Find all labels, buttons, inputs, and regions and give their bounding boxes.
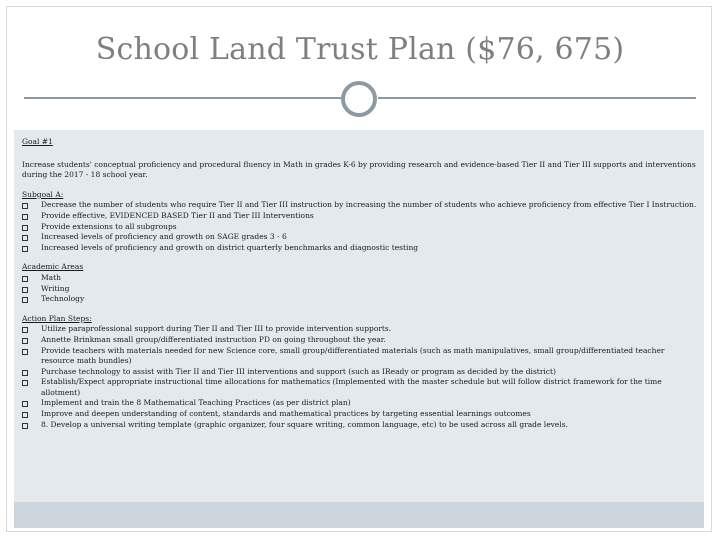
page-title: School Land Trust Plan ($76, 675) bbox=[95, 32, 625, 67]
list-item: Decrease the number of students who require Tier II and Tier III instruction by increasing the number of students who achieve proficiency from effective Tier I Instruction. bbox=[22, 200, 698, 211]
list-item: Writing bbox=[22, 284, 698, 295]
list-item: Technology bbox=[22, 294, 698, 305]
list-item: Provide extensions to all subgroups bbox=[22, 222, 698, 233]
subgoal-heading: Subgoal A: bbox=[22, 189, 64, 199]
content-body bbox=[22, 137, 698, 430]
list-item: Increased levels of proficiency and growth on SAGE grades 3 - 6 bbox=[22, 232, 698, 243]
goal-text: Increase students' conceptual proficiency and procedural fluency in Math in grades K-6 by providing research and evidence-based Tier II and Tier III supports and interventions during the 2017 - 18 school year. bbox=[22, 159, 696, 180]
list-item: Establish/Expect appropriate instructional time allocations for mathematics (Implemented with the master schedule but will follow district framework for the time allotment) bbox=[22, 377, 698, 398]
actions-list bbox=[22, 324, 698, 430]
list-item: 8. Develop a universal writing template (graphic organizer, four square writing, common language, etc) to be used across all grade levels. bbox=[22, 420, 698, 431]
academic-heading: Academic Areas bbox=[22, 262, 84, 272]
panel-footer-band bbox=[14, 502, 704, 528]
list-item: Implement and train the 8 Mathematical Teaching Practices (as per district plan) bbox=[22, 398, 698, 409]
actions-section bbox=[22, 314, 698, 431]
goal-heading: Goal #1 bbox=[22, 137, 53, 146]
subgoal-list bbox=[22, 200, 698, 253]
list-item: Utilize paraprofessional support during Tier II and Tier III to provide intervention supports. bbox=[22, 324, 698, 335]
list-item: Annette Brinkman small group/differentiated instruction PD on going throughout the year. bbox=[22, 335, 698, 346]
list-item: Improve and deepen understanding of content, standards and mathematical practices by targeting essential learnings outcomes bbox=[22, 409, 698, 420]
actions-heading: Action Plan Steps: bbox=[22, 313, 92, 323]
list-item: Provide teachers with materials needed for new Science core, small group/differentiated materials (such as math manipulatives, small group/differentiated teacher resource math bundles) bbox=[22, 346, 698, 367]
subgoal-section bbox=[22, 190, 698, 254]
list-item: Math bbox=[22, 273, 698, 284]
list-item: Provide effective, EVIDENCED BASED Tier II and Tier III Interventions bbox=[22, 211, 698, 222]
divider-right bbox=[378, 97, 696, 99]
list-item: Increased levels of proficiency and growth on district quarterly benchmarks and diagnostic testing bbox=[22, 243, 698, 254]
circle-ornament-icon bbox=[341, 81, 377, 117]
divider-left bbox=[24, 97, 344, 99]
academic-section bbox=[22, 262, 698, 304]
academic-list bbox=[22, 273, 698, 305]
list-item: Purchase technology to assist with Tier II and Tier III interventions and support (such as IReady or program as decided by the district) bbox=[22, 367, 698, 378]
